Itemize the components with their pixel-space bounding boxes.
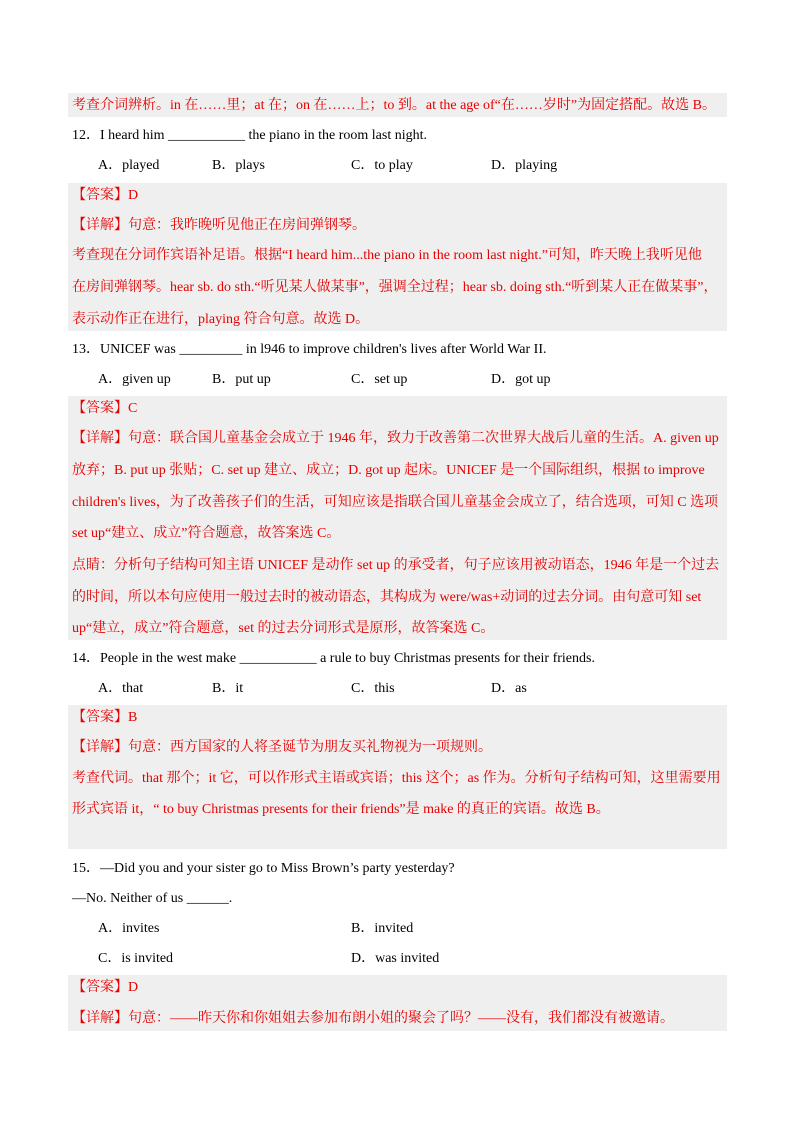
q12-explain-line: 【详解】句意：我昨晚听见他正在房间弹钢琴。 xyxy=(72,218,366,233)
q12-option-a: A．played xyxy=(98,158,160,173)
q13-note-line: 点睛：分析句子结构可知主语 UNICEF 是动作 set up 的承受者，句子应该用被动语态，1946 年是一个过去 xyxy=(72,558,720,573)
q13-explain-line: set up“建立、成立”符合题意，故答案选 C。 xyxy=(72,526,341,541)
q13-answer: 【答案】C xyxy=(72,401,138,416)
q13-stem: 13．UNICEF was _________ in l946 to improve children's lives after World War II. xyxy=(72,342,547,357)
q15-option-a: A．invites xyxy=(98,921,160,936)
q12-stem: 12．I heard him ___________ the piano in the room last night. xyxy=(72,128,428,143)
q12-option-d: D．playing xyxy=(491,158,558,173)
q14-option-b: B．it xyxy=(212,681,244,696)
q15-option-b: B．invited xyxy=(351,921,414,936)
q15-stem-reply: —No. Neither of us ______. xyxy=(72,891,233,906)
q13-option-a: A．given up xyxy=(98,372,171,387)
q12-option-b: B．plays xyxy=(212,158,265,173)
q14-option-d: D．as xyxy=(491,681,527,696)
q12-option-c: C．to play xyxy=(351,158,413,173)
q15-explain-line: 【详解】句意：——昨天你和你姐姐去参加布朗小姐的聚会了吗？——没有，我们都没有被邀请。 xyxy=(72,1011,674,1026)
q13-note-line: 的时间，所以本句应使用一般过去时的被动语态，其构成为 were/was+动词的过去分词。由句意可知 set xyxy=(72,590,702,605)
q13-option-d: D．got up xyxy=(491,372,551,387)
q14-explain-line: 考查代词。that 那个；it 它，可以作形式主语或宾语；this 这个；as 作为。分析句子结构可知，这里需要用 xyxy=(72,771,721,786)
q12-explain-line: 在房间弹钢琴。hear sb. do sth.“听见某人做某事”，强调全过程；hear sb. doing sth.“听到某人正在做某事”， xyxy=(72,280,718,295)
q15-stem: 15．—Did you and your sister go to Miss Brown’s party yesterday? xyxy=(72,861,455,876)
q13-explain-line: children's lives，为了改善孩子们的生活，可知应该是指联合国儿童基金会成立了，结合选项，可知 C 选项 xyxy=(72,495,719,510)
q14-explain-line: 形式宾语 it，“ to buy Christmas presents for their friends”是 make 的真正的宾语。故选 B。 xyxy=(72,802,610,817)
q13-option-c: C．set up xyxy=(351,372,408,387)
q15-option-d: D．was invited xyxy=(351,951,440,966)
q15-answer: 【答案】D xyxy=(72,980,139,995)
q12-explain-line: 表示动作正在进行，playing 符合句意。故选 D。 xyxy=(72,312,370,327)
q15-option-c: C．is invited xyxy=(98,951,174,966)
q14-explain-line: 【详解】句意：西方国家的人将圣诞节为朋友买礼物视为一项规则。 xyxy=(72,740,492,755)
q13-option-b: B．put up xyxy=(212,372,271,387)
q13-explain-line: 【详解】句意：联合国儿童基金会成立于 1946 年，致力于改善第二次世界大战后儿童的生活。A. given up xyxy=(72,431,719,446)
q14-option-c: C．this xyxy=(351,681,395,696)
q11-explain-line: 考查介词辨析。in 在……里；at 在；on 在……上；to 到。at the age of“在……岁时”为固定搭配。故选 B。 xyxy=(72,98,716,113)
q14-option-a: A．that xyxy=(98,681,144,696)
q14-stem: 14．People in the west make ___________ a rule to buy Christmas presents for their friends. xyxy=(72,651,595,666)
q12-explain-line: 考查现在分词作宾语补足语。根据“I heard him...the piano in the room last night.”可知，昨天晚上我听见他 xyxy=(72,248,702,263)
q13-note-line: up“建立，成立”符合题意，set 的过去分词形式是原形，故答案选 C。 xyxy=(72,621,495,636)
q14-answer: 【答案】B xyxy=(72,710,138,725)
q13-explain-line: 放弃；B. put up 张贴；C. set up 建立、成立；D. got up 起床。UNICEF 是一个国际组织，根据 to improve xyxy=(72,463,705,478)
q12-answer: 【答案】D xyxy=(72,188,139,203)
